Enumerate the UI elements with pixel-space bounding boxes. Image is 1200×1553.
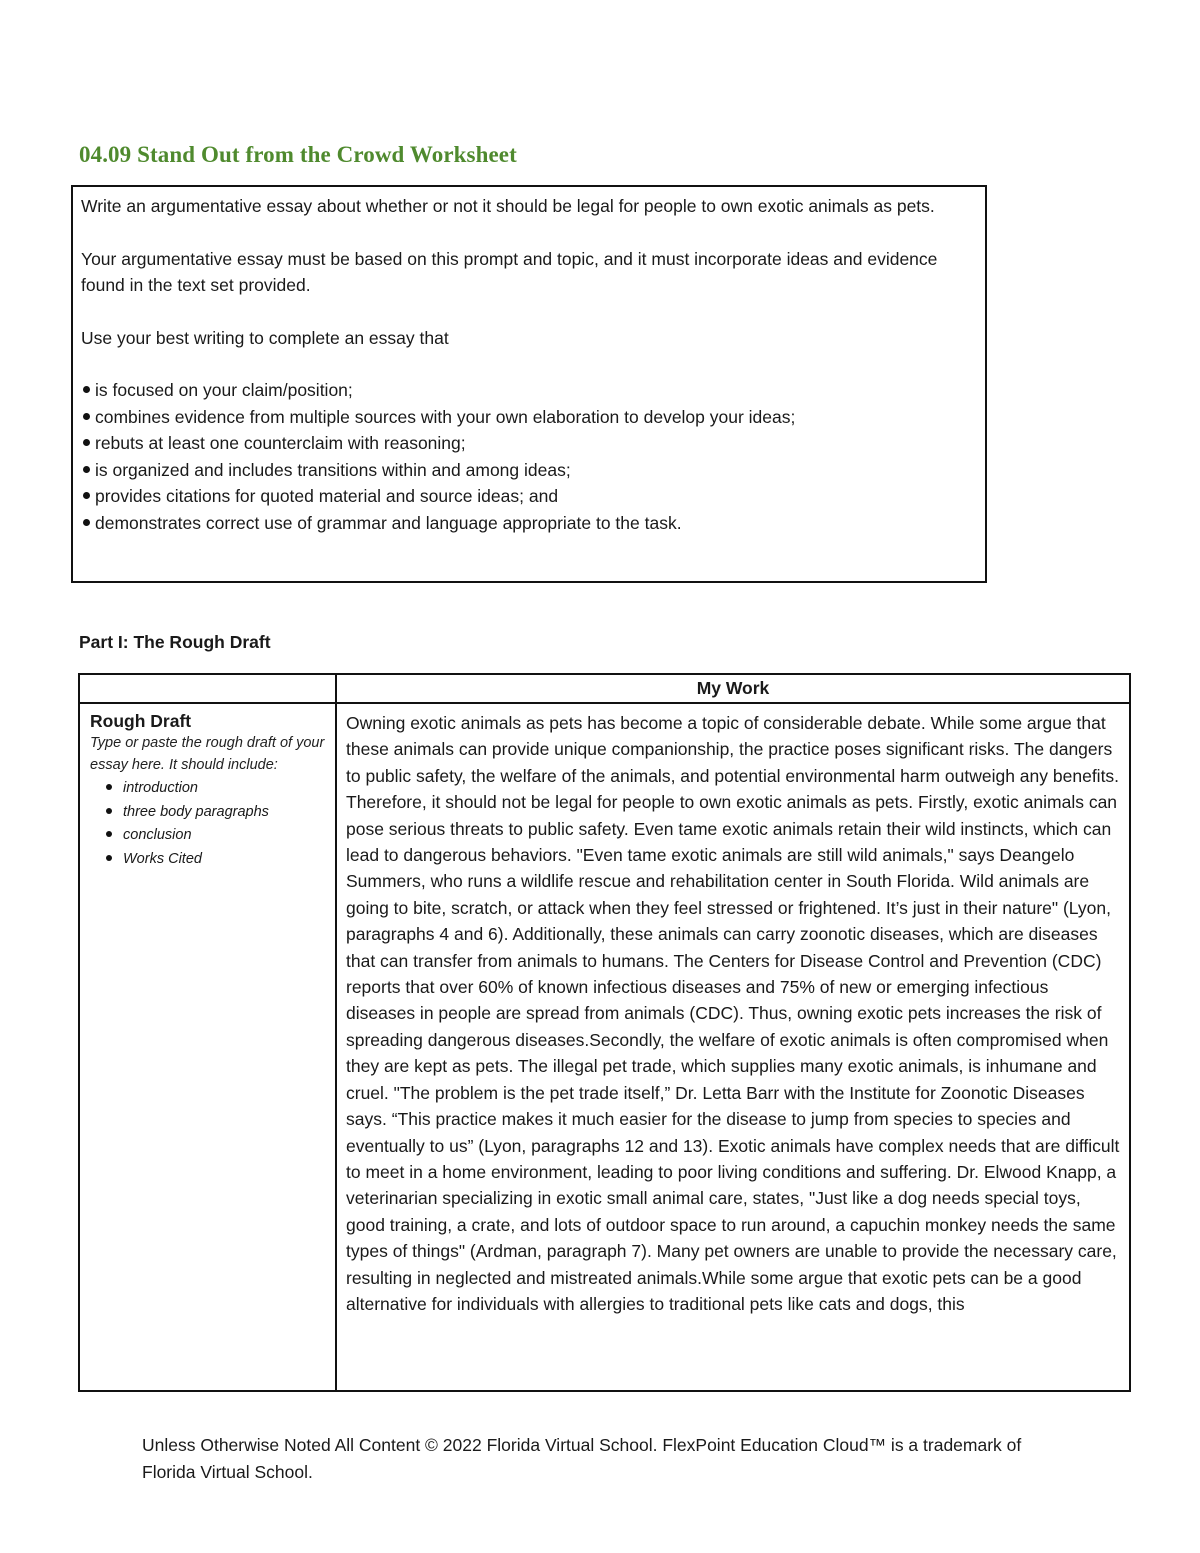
essay-cell[interactable] — [336, 703, 1130, 1391]
requirement-text: Works Cited — [123, 850, 202, 867]
bullet-icon — [83, 519, 90, 526]
criteria-text: rebuts at least one counterclaim with reasoning; — [95, 433, 466, 453]
rough-draft-table — [78, 673, 1131, 1392]
page-title: 04.09 Stand Out from the Crowd Worksheet — [79, 142, 517, 167]
criteria-text: demonstrates correct use of grammar and language appropriate to the task. — [95, 512, 682, 533]
criteria-item — [81, 430, 977, 457]
bullet-icon — [83, 466, 90, 473]
criteria-item — [81, 457, 977, 484]
criteria-text: is focused on your claim/position; — [95, 380, 353, 400]
table-header-row — [79, 674, 1130, 703]
prompt-paragraph: Use your best writing to complete an essay that — [81, 327, 449, 348]
bullet-icon — [83, 413, 90, 420]
bullet-icon — [83, 492, 90, 499]
requirement-text: three body paragraphs — [123, 803, 269, 820]
requirement-text: conclusion — [123, 827, 192, 843]
criteria-text: combines evidence from multiple sources with your own elaboration to develop your ideas; — [95, 406, 796, 427]
criteria-item — [81, 404, 977, 431]
list-item — [102, 848, 327, 872]
list-item — [102, 801, 327, 825]
bullet-icon — [83, 439, 90, 446]
bullet-icon — [106, 784, 112, 790]
essay-prompt-box — [71, 185, 987, 583]
criteria-item — [81, 483, 977, 510]
prompt-paragraph: Your argumentative essay must be based on this prompt and topic, and it must incorporate ideas and evidence found in the text set provided. — [81, 248, 938, 295]
header-cell-empty — [79, 674, 336, 703]
table-row — [79, 703, 1130, 1391]
requirement-text: introduction — [123, 780, 198, 796]
criteria-item — [81, 510, 977, 537]
part-heading: Part I: The Rough Draft — [79, 632, 271, 652]
rough-draft-title: Rough Draft — [90, 711, 192, 731]
requirements-list — [90, 777, 327, 871]
prompt-paragraph: Write an argumentative essay about whether or not it should be legal for people to own exotic animals as pets. — [81, 196, 935, 216]
criteria-text: provides citations for quoted material and source ideas; and — [95, 486, 559, 506]
criteria-text: is organized and includes transitions within and among ideas; — [95, 459, 571, 480]
copyright-footer: Unless Otherwise Noted All Content © 2022 Florida Virtual School. FlexPoint Education Cloud™ is a trademark of Florida Virtual School. — [142, 1435, 1022, 1482]
list-item — [102, 824, 327, 848]
essay-text: Owning exotic animals as pets has become a topic of considerable debate. While some argue that these animals can provide unique companionship, the practice poses significant risks. The dangers to public safety, the welfare of the animals, and potential environmental harm outweigh any benefits. Therefore, it should not be legal for people to own exotic animals as pets. Firstly, exotic animals can pose serious threats to public safety. Even tame exotic animals retain their wild instincts, which can lead to dangerous behaviors. "Even tame exotic animals are still wild animals," says Deangelo Summers, who runs a wildlife rescue and rehabilitation center in South Florida. Wild animals are going to bite, scratch, or attack when they feel stressed or frightened. It’s just in their nature" (Lyon, paragraphs 4 and 6). Additionally, these animals can carry zoonotic diseases, which are diseases that can transfer from animals to humans. The Centers for Disease Control and Prevention (CDC) reports that over 60% of known infectious diseases and 75% of new or emerging infectious diseases in people are spread from animals (CDC). Thus, owning exotic pets increases the risk of spreading dangerous diseases.Secondly, the welfare of exotic animals is often compromised when they are kept as pets. The illegal pet trade, which supplies many exotic animals, is inhumane and cruel. "The problem is the pet trade itself,” Dr. Letta Barr with the Institute for Zoonotic Diseases says. “This practice makes it much easier for the disease to jump from species to species and eventually to us” (Lyon, paragraphs 12 and 13). Exotic animals have complex needs that are difficult to meet in a home environment, leading to poor living conditions and suffering. Dr. Elwood Knapp, a veterinarian specializing in exotic small animal care, states, "Just like a dog needs special toys, good training, a crate, and lots of outdoor space to run around, a capuchin monkey needs the same types of things" (Ardman, paragraph 7). Many pet owners are unable to provide the necessary care, resulting in neglected and mistreated animals.While some argue that exotic pets can be a good alternative for individuals with allergies to traditional pets like cats and dogs, this — [346, 713, 1120, 1314]
rough-draft-label-cell — [79, 703, 336, 1391]
bullet-icon — [106, 808, 112, 814]
bullet-icon — [106, 855, 112, 861]
list-item — [102, 777, 327, 801]
header-cell-my-work: My Work — [336, 674, 1130, 703]
bullet-icon — [83, 386, 90, 393]
criteria-list — [81, 377, 977, 536]
bullet-icon — [106, 831, 112, 837]
rough-draft-instructions: Type or paste the rough draft of your essay here. It should include: — [90, 735, 325, 773]
criteria-item — [81, 377, 977, 404]
